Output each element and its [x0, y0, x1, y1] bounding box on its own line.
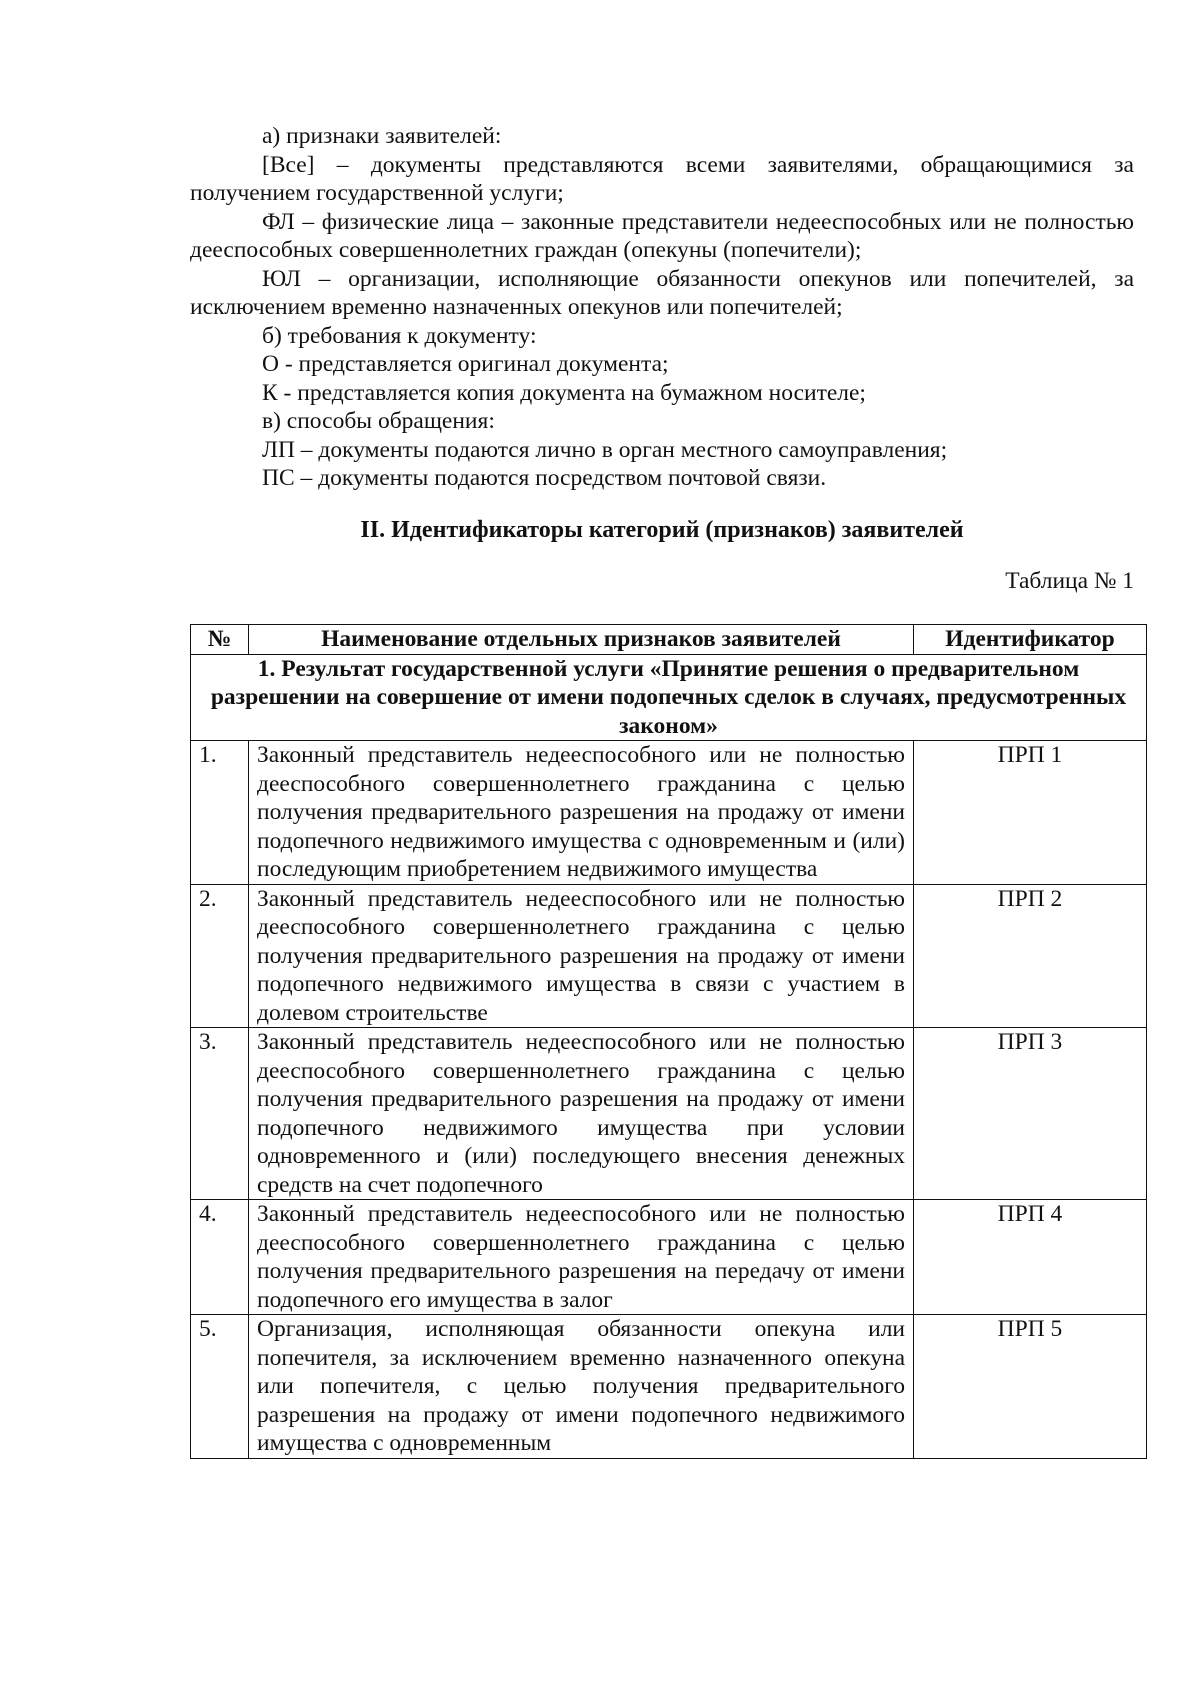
- intro-applicant-signs-title: а) признаки заявителей:: [262, 123, 502, 149]
- section-result-title: 1. Результат государственной услуги «Принятие решения о предварительном разрешении на совершение от имени подопечных сделок в случаях, предусмотренных законом»: [191, 654, 1147, 741]
- table-header-row: [191, 625, 1147, 655]
- row-number: 1.: [191, 741, 249, 885]
- table-row: [191, 1315, 1147, 1459]
- intro-submission-methods-title: в) способы обращения:: [262, 408, 495, 434]
- header-identifier: Идентификатор: [914, 625, 1147, 655]
- header-number: №: [191, 625, 249, 655]
- intro-organizations: ЮЛ – организации, исполняющие обязанности опекунов или попечителей, за исключением временно назначенных опекунов или попечителей;: [190, 265, 1134, 320]
- row-description: Законный представитель недееспособного или не полностью дееспособного совершеннолетнего гражданина с целью получения предварительного разрешения на продажу от имени подопечного недвижимого имущества в связи с участием в долевом строительстве: [249, 884, 914, 1028]
- intro-original: О - представляется оригинал документа;: [262, 351, 669, 377]
- table-section-row: [191, 654, 1147, 741]
- row-identifier: ПРП 2: [914, 884, 1147, 1028]
- table-row: [191, 1200, 1147, 1315]
- row-number: 3.: [191, 1028, 249, 1200]
- intro-individuals: ФЛ – физические лица – законные представители недееспособных или не полностью дееспособных совершеннолетних граждан (опекуны (попечители);: [190, 208, 1134, 263]
- row-number: 4.: [191, 1200, 249, 1315]
- applicant-identifiers-table: [190, 624, 1147, 1459]
- intro-copy: К - представляется копия документа на бумажном носителе;: [262, 379, 866, 406]
- intro-document-requirements-title: б) требования к документу:: [262, 322, 537, 349]
- table-row: [191, 741, 1147, 885]
- intro-in-person: ЛП – документы подаются лично в орган местного самоуправления;: [262, 436, 948, 463]
- intro-by-post: ПС – документы подаются посредством почтовой связи.: [262, 465, 827, 491]
- row-number: 5.: [191, 1315, 249, 1459]
- row-identifier: ПРП 5: [914, 1315, 1147, 1459]
- row-identifier: ПРП 1: [914, 741, 1147, 885]
- row-description: Законный представитель недееспособного или не полностью дееспособного совершеннолетнего гражданина с целью получения предварительного разрешения на продажу от имени подопечного недвижимого имущества с одновременным и (или) последующим приобретением недвижимого имущества: [249, 741, 914, 885]
- row-number: 2.: [191, 884, 249, 1028]
- table-row: [191, 1028, 1147, 1200]
- table-row: [191, 884, 1147, 1028]
- row-description: Законный представитель недееспособного или не полностью дееспособного совершеннолетнего гражданина с целью получения предварительного разрешения на передачу от имени подопечного его имущества в залог: [249, 1200, 914, 1315]
- section-heading: II. Идентификаторы категорий (признаков) заявителей: [360, 516, 964, 543]
- header-name: Наименование отдельных признаков заявителей: [249, 625, 914, 655]
- row-identifier: ПРП 4: [914, 1200, 1147, 1315]
- row-description: Законный представитель недееспособного или не полностью дееспособного совершеннолетнего гражданина с целью получения предварительного разрешения на продажу от имени подопечного недвижимого имущества при условии одновременного и (или) последующего внесения денежных средств на счет подопечного: [249, 1028, 914, 1200]
- row-description: Организация, исполняющая обязанности опекуна или попечителя, за исключением временно назначенного опекуна или попечителя, с целью получения предварительного разрешения на продажу от имени подопечного недвижимого имущества с одновременным: [249, 1315, 914, 1459]
- document-page: [190, 122, 1134, 1456]
- row-identifier: ПРП 3: [914, 1028, 1147, 1200]
- intro-all-applicants: [Все] – документы представляются всеми заявителями, обращающимися за получением государственной услуги;: [190, 151, 1134, 206]
- table-caption: Таблица № 1: [1005, 567, 1134, 594]
